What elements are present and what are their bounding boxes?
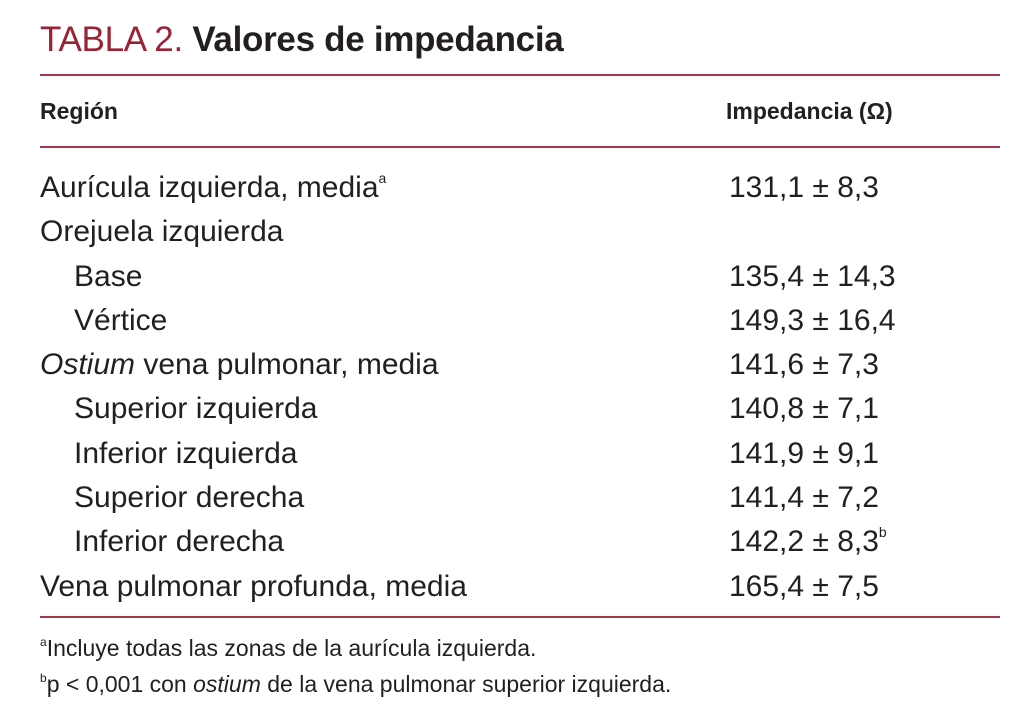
region-text: Aurícula izquierda, media <box>40 171 379 204</box>
impedance-cell: 165,4 ± 7,5 <box>729 569 879 603</box>
table-name: Valores de impedancia <box>192 20 564 59</box>
table-row <box>40 520 980 564</box>
footnote-marker: b <box>40 671 47 685</box>
impedance-cell: 135,4 ± 14,3 <box>729 259 896 293</box>
table-row <box>40 432 980 476</box>
impedance-cell: 131,1 ± 8,3 <box>729 171 879 204</box>
impedance-cell: 149,3 ± 16,4 <box>729 303 896 337</box>
impedance-cell <box>729 520 887 564</box>
footnote-marker: b <box>878 524 887 541</box>
table-title <box>40 18 563 62</box>
value-text: 142,2 ± 8,3 <box>729 525 879 559</box>
impedance-cell: 141,6 ± 7,3 <box>729 348 879 382</box>
footnote <box>40 666 671 702</box>
table-row <box>40 166 980 210</box>
footnote-text-end: de la vena pulmonar superior izquierda. <box>260 671 672 697</box>
footnote-marker: a <box>378 170 387 186</box>
region-cell: Orejuela izquierda <box>40 215 284 249</box>
table-row <box>40 299 980 343</box>
bottom-rule <box>40 616 1000 618</box>
footnote-text: Incluye todas las zonas de la aurícula izquierda. <box>46 635 537 661</box>
impedance-cell: 140,8 ± 7,1 <box>729 392 879 426</box>
footnotes <box>40 630 671 702</box>
region-cell: Inferior izquierda <box>74 436 298 470</box>
impedance-cell: 141,4 ± 7,2 <box>729 481 879 515</box>
table-row <box>40 476 980 520</box>
top-rule <box>40 74 1000 76</box>
region-cell: Vértice <box>74 303 168 337</box>
header-rule <box>40 146 1000 148</box>
table-row <box>40 387 980 431</box>
region-cell: Superior izquierda <box>74 392 318 426</box>
impedance-cell: 141,9 ± 9,1 <box>729 436 879 470</box>
region-cell: Superior derecha <box>74 481 305 515</box>
column-header-impedance: Impedancia (Ω) <box>726 98 893 124</box>
table-row <box>40 210 980 254</box>
region-cell <box>40 343 439 387</box>
footnote-text: p < 0,001 con <box>46 671 194 697</box>
region-cell: Base <box>74 259 143 293</box>
region-italic-text: Ostium <box>40 348 136 382</box>
footnote-italic-text: ostium <box>193 671 261 697</box>
footnote-marker: a <box>40 635 47 649</box>
column-header-region: Región <box>40 98 118 124</box>
table-row <box>40 565 980 609</box>
region-cell: Vena pulmonar profunda, media <box>40 569 467 603</box>
region-text: vena pulmonar, media <box>135 348 439 382</box>
table-body <box>40 166 980 609</box>
table-row <box>40 255 980 299</box>
region-cell <box>40 166 386 210</box>
region-cell: Inferior derecha <box>74 525 285 559</box>
table-number: TABLA 2. <box>40 20 183 59</box>
footnote <box>40 630 671 666</box>
table-row <box>40 343 980 387</box>
